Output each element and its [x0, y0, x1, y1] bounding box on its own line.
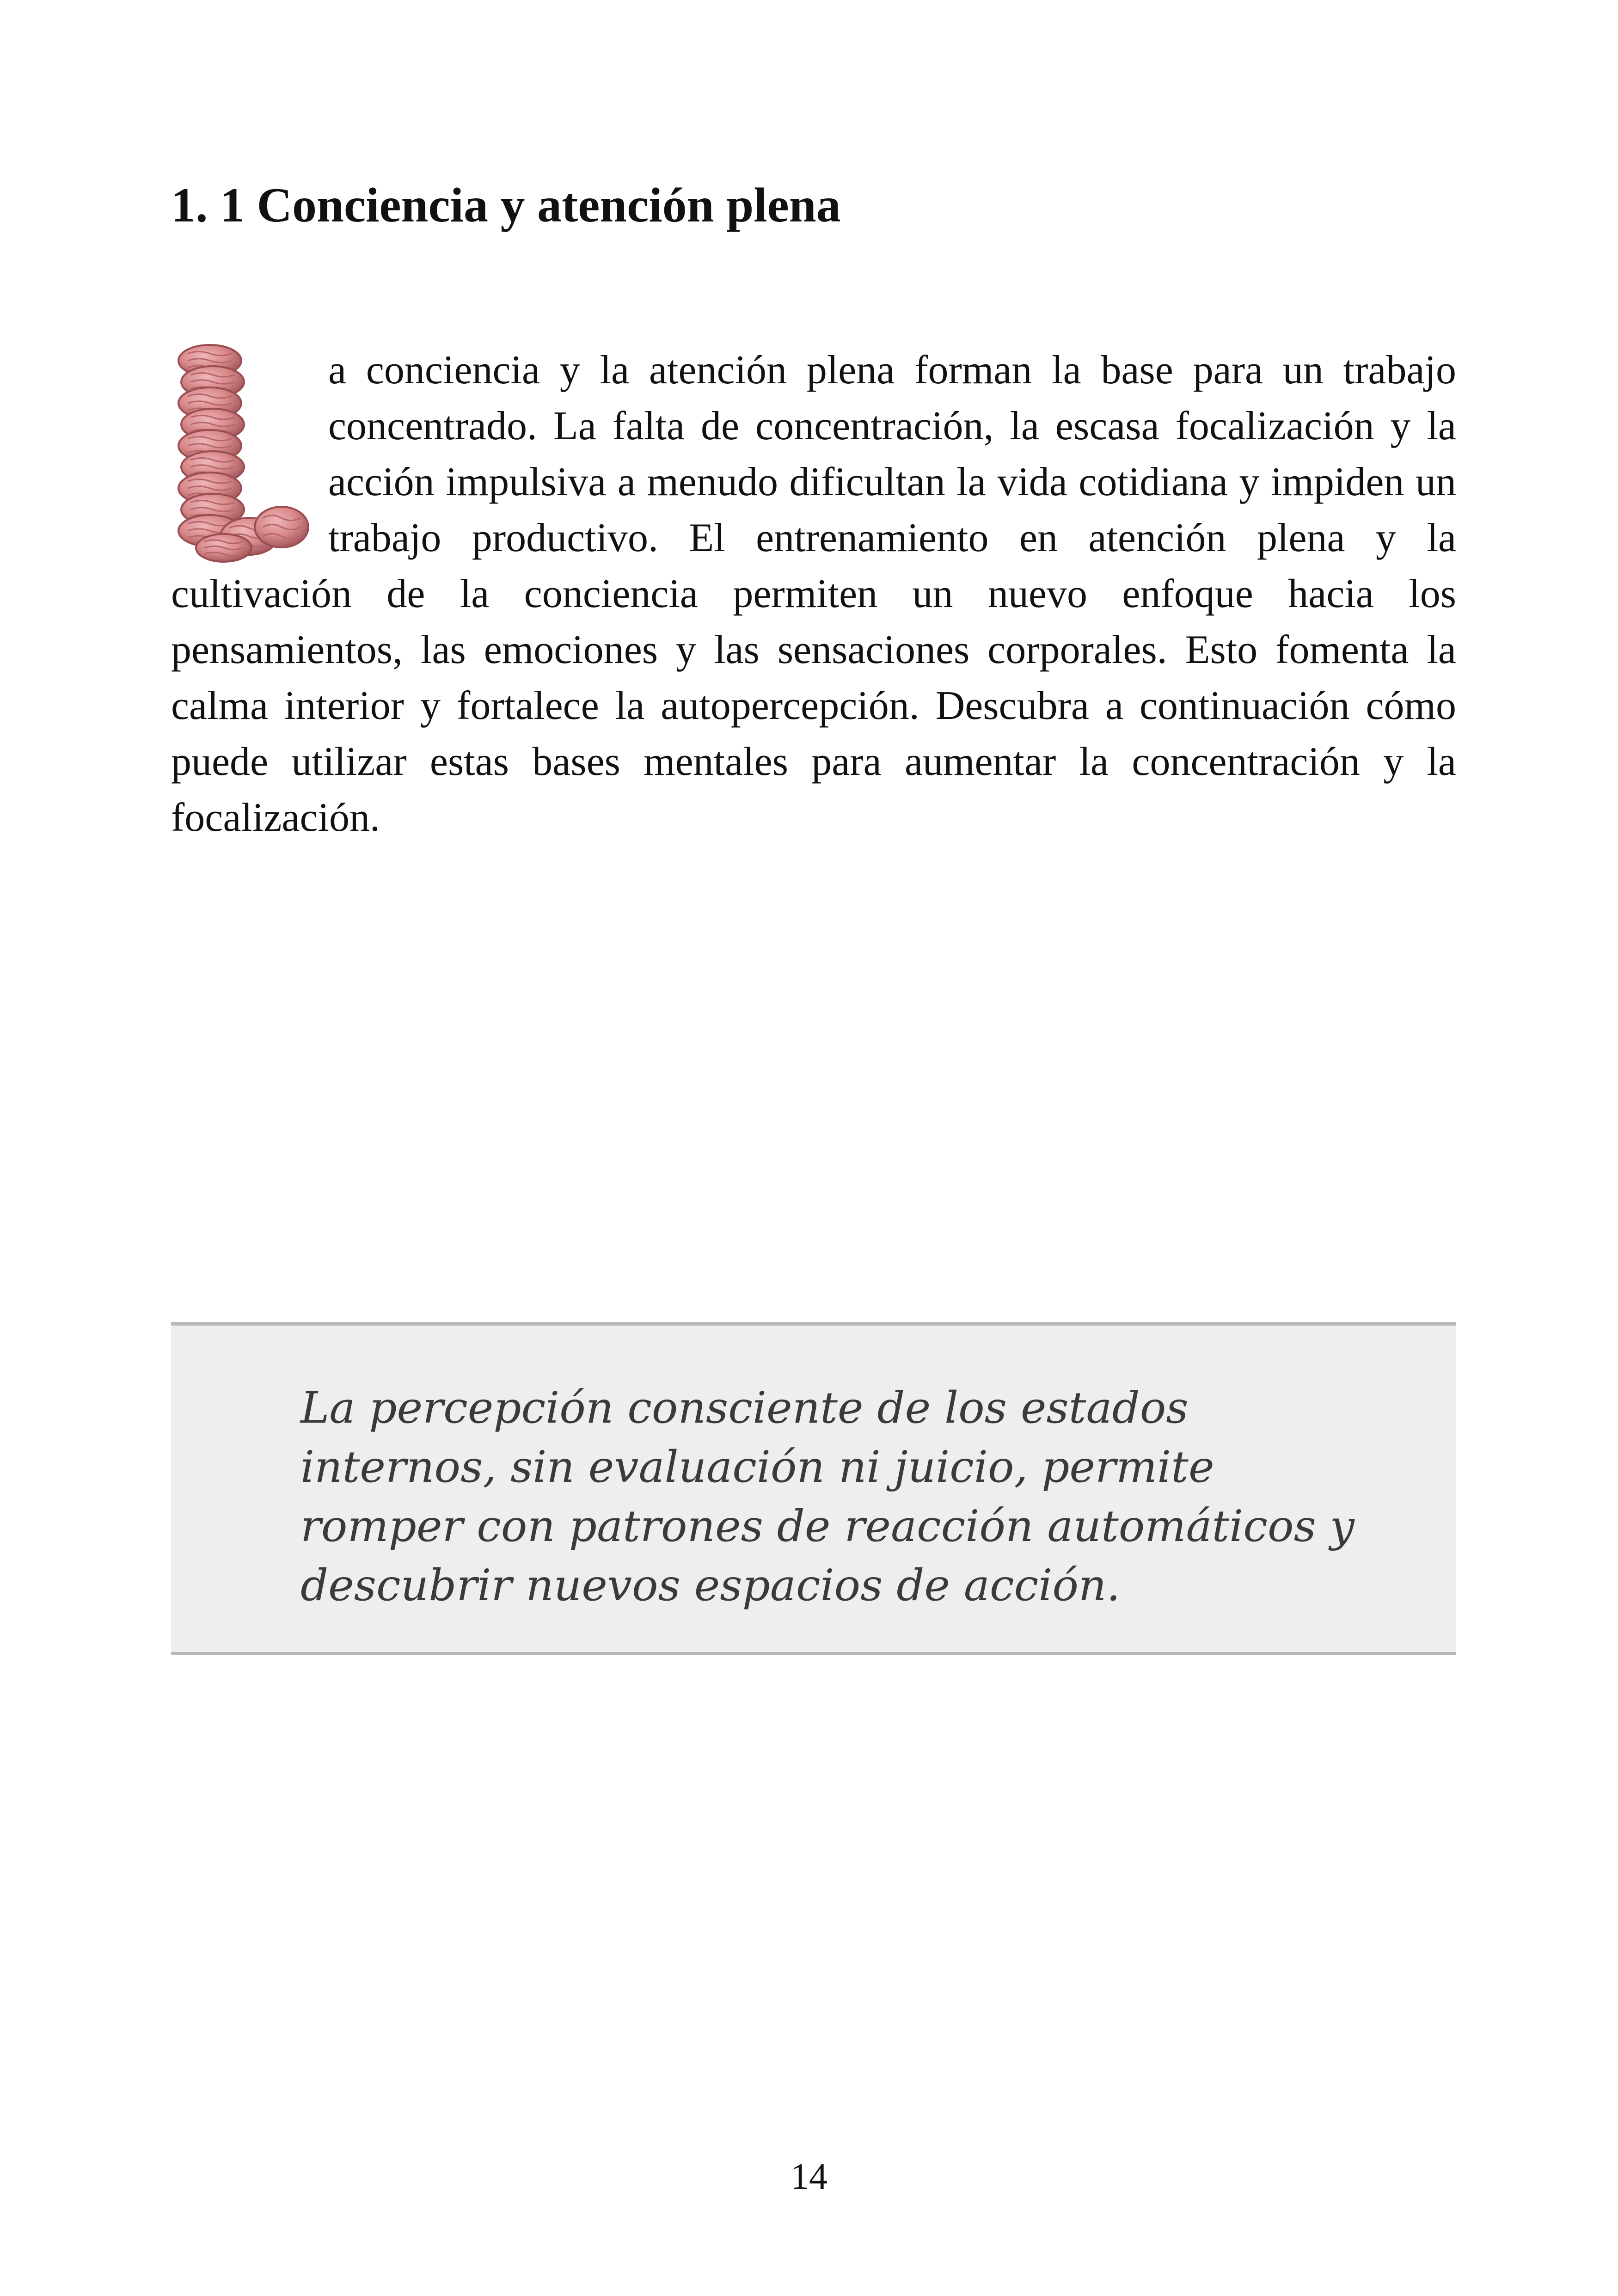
dropcap-letter-l-brain-image — [168, 342, 328, 564]
body-paragraph — [171, 342, 1456, 846]
page-number: 14 — [791, 2156, 827, 2197]
section-heading: 1. 1 Conciencia y atención plena — [171, 178, 841, 232]
callout-quote-text: La percepción consciente de los estados internos, sin evaluación ni juicio, permite romper con patrones de reacción automáticos y descubrir nuevos espacios de acción. — [300, 1383, 1354, 1611]
quote-callout-box — [171, 1322, 1456, 1655]
body-text: a conciencia y la atención plena forman la base para un trabajo concentrado. La falta de concentración, la escasa focalización y la acción impulsiva a menudo dificultan la vida cotidiana y impiden un trabajo productivo. El entrenamiento en atención plena y la cultivación de la conciencia permiten un nuevo enfoque hacia los pensamientos, las emociones y las sensaciones corporales. Esto fomenta la calma interior y fortalece la autopercepción. Descubra a continuación cómo puede utilizar estas bases mentales para aumentar la concentración y la focalización. — [171, 348, 1456, 840]
